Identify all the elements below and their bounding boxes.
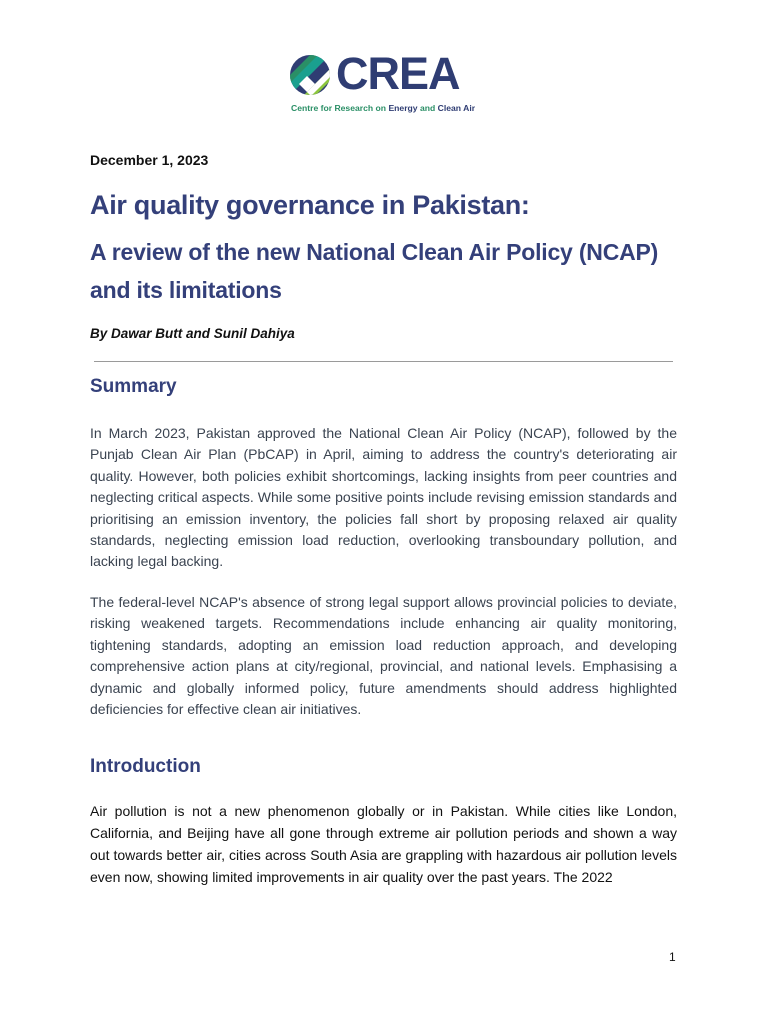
crea-wordmark: CREA	[336, 48, 460, 99]
summary-paragraph-1: In March 2023, Pakistan approved the National Clean Air Policy (NCAP), followed by the Punjab Clean Air Plan (PbCAP) in April, aiming to address the country's deteriorating air quality. However, both policies exhibit shortcomings, lacking insights from peer countries and neglecting critical aspects. While some positive points include revising emission standards and prioritising an emission inventory, the policies fall short by proposing relaxed air quality standards, neglecting emission load reduction, overlooking transboundary pollution, and lacking legal backing.	[90, 425, 677, 570]
crea-logo	[289, 48, 489, 116]
document-title: Air quality governance in Pakistan:	[90, 190, 530, 220]
introduction-paragraph-1: Air pollution is not a new phenomenon globally or in Pakistan. While cities like London, California, and Beijing have all gone through extreme air pollution periods and shown a way out towards better air, cities across South Asia are grappling with hazardous air pollution levels even now, showing limited improvements in air quality over the past years. The 2022	[90, 803, 677, 885]
publication-date: December 1, 2023	[90, 152, 209, 168]
introduction-heading: Introduction	[90, 756, 201, 777]
divider	[94, 361, 673, 362]
tagline-part3: and	[417, 103, 438, 113]
author-byline: By Dawar Butt and Sunil Dahiya	[90, 326, 295, 341]
tagline-part1: Centre for Research on	[291, 103, 389, 113]
tagline-part4: Clean Air	[437, 103, 476, 113]
summary-heading: Summary	[90, 376, 177, 397]
summary-paragraph-2: The federal-level NCAP's absence of strong legal support allows provincial policies to deviate, risking weakened targets. Recommendations include enhancing air quality monitoring, tightening standards, adopting an emission load reduction approach, and developing comprehensive action plans at city/regional, provincial, and national levels. Emphasising a dynamic and globally informed policy, future amendments should address highlighted deficiencies for effective clean air initiatives.	[90, 594, 677, 718]
tagline-part2: Energy	[388, 103, 418, 113]
crea-tagline	[291, 102, 475, 114]
document-subtitle: A review of the new National Clean Air Policy (NCAP) and its limitations	[90, 239, 659, 303]
crea-logo-icon	[289, 54, 331, 96]
page-number: 1	[669, 950, 676, 964]
